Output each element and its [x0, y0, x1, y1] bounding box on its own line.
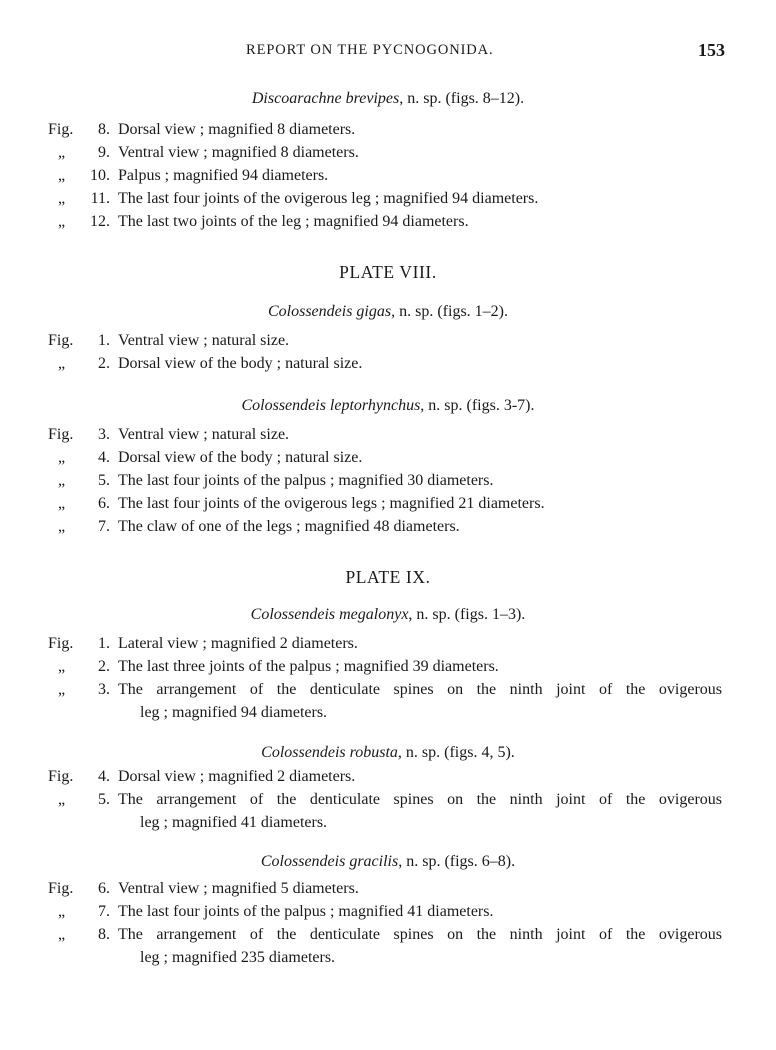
figure-description: Ventral view ; natural size.	[118, 426, 290, 443]
species-caption	[0, 90, 776, 108]
figure-number: 5.	[98, 472, 110, 489]
figure-prefix: „	[58, 681, 66, 698]
figure-entry	[0, 681, 776, 703]
figure-entry	[0, 880, 776, 902]
caption-suffix: , n. sp. (figs. 4, 5).	[397, 744, 515, 761]
caption-suffix: , n. sp. (figs. 8–12).	[399, 90, 525, 107]
figure-description: Lateral view ; magnified 2 diameters.	[118, 635, 358, 652]
figure-prefix: Fig.	[48, 121, 74, 138]
figure-prefix: „	[58, 144, 66, 161]
figure-entry	[0, 190, 776, 212]
species-caption	[0, 606, 776, 624]
figure-number: 1.	[98, 635, 110, 652]
figure-entry	[0, 472, 776, 494]
figure-number: 2.	[98, 355, 110, 372]
figure-description: The claw of one of the legs ; magnified 48 diameters.	[118, 518, 460, 535]
figure-description-continued: leg ; magnified 235 diameters.	[140, 949, 336, 966]
figure-description: The last four joints of the ovigerous leg ; magnified 94 diameters.	[118, 190, 539, 207]
page-number: 153	[698, 40, 725, 60]
species-name: Discoarachne brevipes	[251, 90, 400, 107]
figure-prefix: „	[58, 903, 66, 920]
figure-prefix: „	[58, 213, 66, 230]
species-caption	[0, 744, 776, 762]
figure-prefix: Fig.	[48, 880, 74, 897]
figure-entry	[0, 518, 776, 540]
species-name: Colossendeis megalonyx	[250, 606, 409, 623]
species-caption	[0, 853, 776, 871]
species-name: Colossendeis gigas	[267, 303, 392, 320]
species-name: Colossendeis leptorhynchus	[241, 397, 421, 414]
figure-description: Dorsal view of the body ; natural size.	[118, 355, 363, 372]
species-caption	[0, 303, 776, 321]
figure-description: Ventral view ; magnified 5 diameters.	[118, 880, 359, 897]
figure-entry-continuation	[0, 949, 776, 971]
figure-number: 4.	[98, 449, 110, 466]
figure-number: 1.	[98, 332, 110, 349]
figure-entry	[0, 768, 776, 790]
figure-description: The arrangement of the denticulate spines on the ninth joint of the ovigerous	[118, 791, 722, 808]
figure-entry	[0, 213, 776, 235]
figure-prefix: „	[58, 167, 66, 184]
figure-description: Ventral view ; magnified 8 diameters.	[118, 144, 359, 161]
figure-entry	[0, 426, 776, 448]
figure-entry-continuation	[0, 814, 776, 836]
plate-title: PLATE IX.	[345, 567, 431, 587]
figure-prefix: „	[58, 449, 66, 466]
page-header	[0, 40, 776, 64]
figure-entry	[0, 903, 776, 925]
plate-title: PLATE VIII.	[339, 262, 437, 282]
species-name: Colossendeis robusta	[261, 744, 398, 761]
figure-number: 5.	[98, 791, 110, 808]
figure-number: 8.	[98, 121, 110, 138]
figure-description: The arrangement of the denticulate spines on the ninth joint of the ovigerous	[118, 926, 722, 943]
figure-description: The last four joints of the palpus ; magnified 41 diameters.	[118, 903, 494, 920]
figure-entry	[0, 658, 776, 680]
figure-prefix: „	[58, 658, 66, 675]
caption-suffix: , n. sp. (figs. 1–2).	[391, 303, 508, 320]
figure-description: The arrangement of the denticulate spines on the ninth joint of the ovigerous	[118, 681, 722, 698]
figure-entry	[0, 355, 776, 377]
caption-suffix: , n. sp. (figs. 1–3).	[408, 606, 526, 623]
figure-description: The last three joints of the palpus ; magnified 39 diameters.	[118, 658, 499, 675]
figure-description-continued: leg ; magnified 94 diameters.	[140, 704, 328, 721]
figure-number: 10.	[90, 167, 110, 184]
figure-number: 11.	[90, 190, 110, 207]
figure-number: 6.	[98, 495, 110, 512]
figure-number: 2.	[98, 658, 110, 675]
figure-entry	[0, 167, 776, 189]
figure-description: Ventral view ; natural size.	[118, 332, 290, 349]
figure-description-continued: leg ; magnified 41 diameters.	[140, 814, 328, 831]
running-title: REPORT ON THE PYCNOGONIDA.	[246, 42, 494, 58]
figure-description: Dorsal view of the body ; natural size.	[118, 449, 363, 466]
figure-entry	[0, 121, 776, 143]
figure-entry	[0, 495, 776, 517]
figure-entry	[0, 144, 776, 166]
figure-description: The last two joints of the leg ; magnified 94 diameters.	[118, 213, 469, 230]
figure-number: 4.	[98, 768, 110, 785]
figure-prefix: „	[58, 355, 66, 372]
figure-prefix: „	[58, 791, 66, 808]
figure-entry	[0, 449, 776, 471]
figure-description: Dorsal view ; magnified 2 diameters.	[118, 768, 356, 785]
figure-number: 7.	[98, 518, 110, 535]
figure-description: The last four joints of the ovigerous legs ; magnified 21 diameters.	[118, 495, 545, 512]
figure-prefix: Fig.	[48, 426, 74, 443]
figure-number: 9.	[98, 144, 110, 161]
figure-prefix: Fig.	[48, 768, 74, 785]
figure-prefix: Fig.	[48, 635, 74, 652]
figure-entry	[0, 926, 776, 948]
figure-number: 12.	[90, 213, 110, 230]
figure-description: Palpus ; magnified 94 diameters.	[118, 167, 329, 184]
caption-suffix: , n. sp. (figs. 3-7).	[420, 397, 535, 414]
figure-prefix: „	[58, 518, 66, 535]
figure-entry	[0, 332, 776, 354]
species-name: Colossendeis gracilis	[260, 853, 399, 870]
figure-prefix: „	[58, 190, 66, 207]
figure-entry-continuation	[0, 704, 776, 726]
figure-number: 8.	[98, 926, 110, 943]
figure-prefix: „	[58, 495, 66, 512]
species-caption	[0, 397, 776, 415]
figure-prefix: „	[58, 926, 66, 943]
figure-description: Dorsal view ; magnified 8 diameters.	[118, 121, 356, 138]
figure-number: 6.	[98, 880, 110, 897]
figure-prefix: Fig.	[48, 332, 74, 349]
figure-entry	[0, 791, 776, 813]
figure-number: 3.	[98, 681, 110, 698]
figure-number: 7.	[98, 903, 110, 920]
figure-prefix: „	[58, 472, 66, 489]
figure-description: The last four joints of the palpus ; magnified 30 diameters.	[118, 472, 494, 489]
figure-number: 3.	[98, 426, 110, 443]
figure-entry	[0, 635, 776, 657]
caption-suffix: , n. sp. (figs. 6–8).	[398, 853, 516, 870]
